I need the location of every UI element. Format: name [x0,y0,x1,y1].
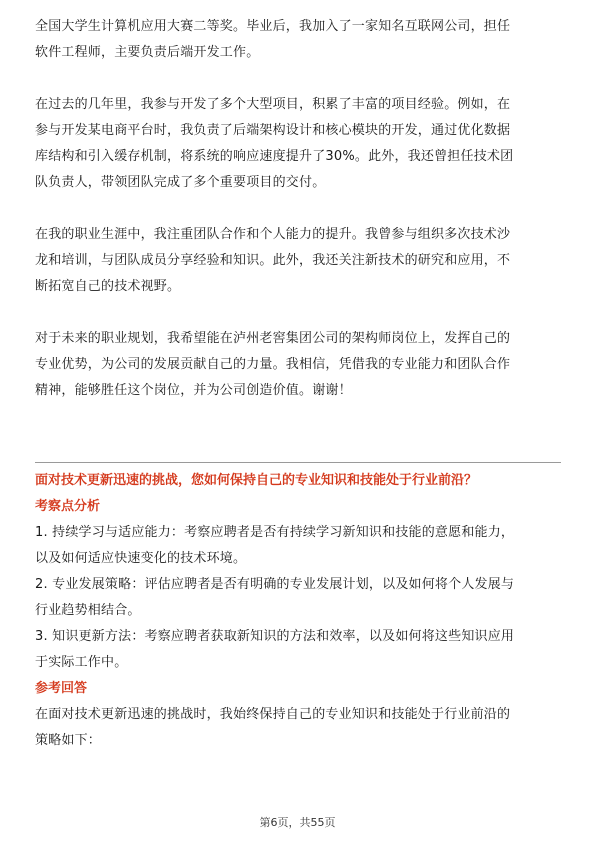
text-line: 2. 专业发展策略：评估应聘者是否有明确的专业发展计划，以及如何将个人发展与 [35,577,515,592]
text-line: 在我的职业生涯中，我注重团队合作和个人能力的提升。我曾参与组织多次技术沙 [35,227,511,242]
text-line: 行业趋势相结合。 [35,603,141,618]
text-line: 以及如何适应快速变化的技术环境。 [35,551,247,566]
text-line: 断拓宽自己的技术视野。 [35,279,181,294]
text-line: 库结构和引入缓存机制，将系统的响应速度提升了30%。此外，我还曾担任技术团 [35,149,514,164]
text-line: 参与开发某电商平台时，我负责了后端架构设计和核心模块的开发，通过优化数据 [35,123,511,138]
answer-title: 参考回答 [35,681,88,696]
analysis-title: 考察点分析 [35,499,101,514]
answer-paragraph [35,702,561,754]
text-line: 队负责人，带领团队完成了多个重要项目的交付。 [35,175,326,190]
section-divider [35,462,561,463]
analysis-item-1 [35,520,561,572]
text-line: 专业优势，为公司的发展贡献自己的力量。我相信，凭借我的专业能力和团队合作 [35,357,511,372]
text-line: 全国大学生计算机应用大赛二等奖。毕业后，我加入了一家知名互联网公司，担任 [35,19,511,34]
intro-paragraph-3 [35,222,561,300]
intro-paragraph-1 [35,14,561,66]
page-number: 第6页，共55页 [259,816,336,829]
text-line: 在面对技术更新迅速的挑战时，我始终保持自己的专业知识和技能处于行业前沿的 [35,707,511,722]
question-heading: 面对技术更新迅速的挑战，您如何保持自己的专业知识和技能处于行业前沿？ [35,473,478,488]
text-line: 对于未来的职业规划，我希望能在泸州老窖集团公司的架构师岗位上，发挥自己的 [35,331,511,346]
question-section [35,468,561,754]
text-line: 软件工程师，主要负责后端开发工作。 [35,45,260,60]
intro-paragraph-2 [35,92,561,196]
text-line: 策略如下： [35,733,102,748]
text-line: 于实际工作中。 [35,655,128,670]
text-line: 1. 持续学习与适应能力：考察应聘者是否有持续学习新知识和技能的意愿和能力， [35,525,515,540]
analysis-item-2 [35,572,561,624]
document-body [35,14,561,404]
analysis-item-3 [35,624,561,676]
text-line: 3. 知识更新方法：考察应聘者获取新知识的方法和效率，以及如何将这些知识应用 [35,629,515,644]
text-line: 在过去的几年里，我参与开发了多个大型项目，积累了丰富的项目经验。例如，在 [35,97,511,112]
text-line: 精神，能够胜任这个岗位，并为公司创造价值。谢谢！ [35,383,352,398]
intro-paragraph-4 [35,326,561,404]
text-line: 龙和培训，与团队成员分享经验和知识。此外，我还关注新技术的研究和应用，不 [35,253,511,268]
